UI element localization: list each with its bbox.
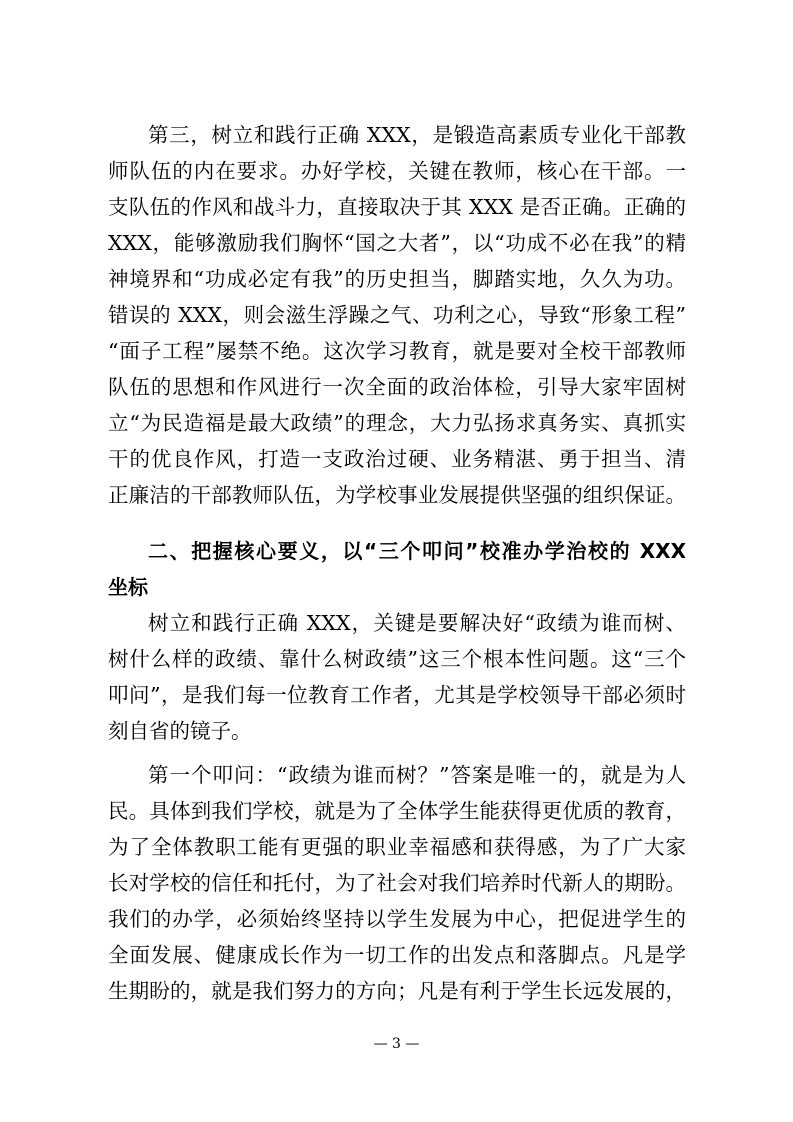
paragraph-1-line: XXX，能够激励我们胸怀“国之大者”，以“功成不必在我”的精 bbox=[108, 231, 686, 255]
paragraph-1-line: 立“为民造福是最大政绩”的理念，大力弘扬求真务实、真抓实 bbox=[108, 411, 686, 435]
paragraph-3-line: 民。具体到我们学校，就是为了全体学生能获得更优质的教育， bbox=[108, 799, 686, 823]
section-heading: 坐标 bbox=[108, 575, 148, 599]
paragraph-2-line: 树立和践行正确 XXX，关键是要解决好“政绩为谁而树、 bbox=[148, 611, 686, 635]
paragraph-3-line: 我们的办学，必须始终坚持以学生发展为中心，把促进学生的 bbox=[108, 907, 686, 931]
page-number: — 3 — bbox=[373, 1036, 420, 1052]
paragraph-3-line: 全面发展、健康成长作为一切工作的出发点和落脚点。凡是学 bbox=[108, 943, 686, 967]
paragraph-3-line: 第一个叩问：“政绩为谁而树？”答案是唯一的，就是为人 bbox=[148, 763, 686, 787]
paragraph-1-line: 第三，树立和践行正确 XXX，是锻造高素质专业化干部教 bbox=[148, 123, 686, 147]
paragraph-1-line: 支队伍的作风和战斗力，直接取决于其 XXX 是否正确。正确的 bbox=[108, 195, 686, 219]
paragraph-2-line: 叩问”，是我们每一位教育工作者，尤其是学校领导干部必须时 bbox=[108, 683, 686, 707]
paragraph-2-line: 树什么样的政绩、靠什么树政绩”这三个根本性问题。这“三个 bbox=[108, 647, 686, 671]
paragraph-1-line: 正廉洁的干部教师队伍，为学校事业发展提供坚强的组织保证。 bbox=[108, 483, 686, 507]
paragraph-1-line: 干的优良作风，打造一支政治过硬、业务精湛、勇于担当、清 bbox=[108, 447, 686, 471]
paragraph-1-line: 神境界和“功成必定有我”的历史担当，脚踏实地，久久为功。 bbox=[108, 267, 686, 291]
paragraph-1-line: 错误的 XXX，则会滋生浮躁之气、功利之心，导致“形象工程” bbox=[108, 303, 686, 327]
paragraph-3-line: 为了全体教职工能有更强的职业幸福感和获得感，为了广大家 bbox=[108, 835, 686, 859]
paragraph-1-line: “面子工程”屡禁不绝。这次学习教育，就是要对全校干部教师 bbox=[108, 339, 686, 363]
paragraph-1-line: 队伍的思想和作风进行一次全面的政治体检，引导大家牢固树 bbox=[108, 375, 686, 399]
paragraph-3-line: 生期盼的，就是我们努力的方向；凡是有利于学生长远发展的， bbox=[108, 979, 686, 1003]
paragraph-3-line: 长对学校的信任和托付，为了社会对我们培养时代新人的期盼。 bbox=[108, 871, 686, 895]
paragraph-2-line: 刻自省的镜子。 bbox=[108, 719, 252, 743]
section-heading: 二、把握核心要义，以“三个叩问”校准办学治校的 XXX bbox=[148, 539, 686, 563]
paragraph-1-line: 师队伍的内在要求。办好学校，关键在教师，核心在干部。一 bbox=[108, 159, 686, 183]
